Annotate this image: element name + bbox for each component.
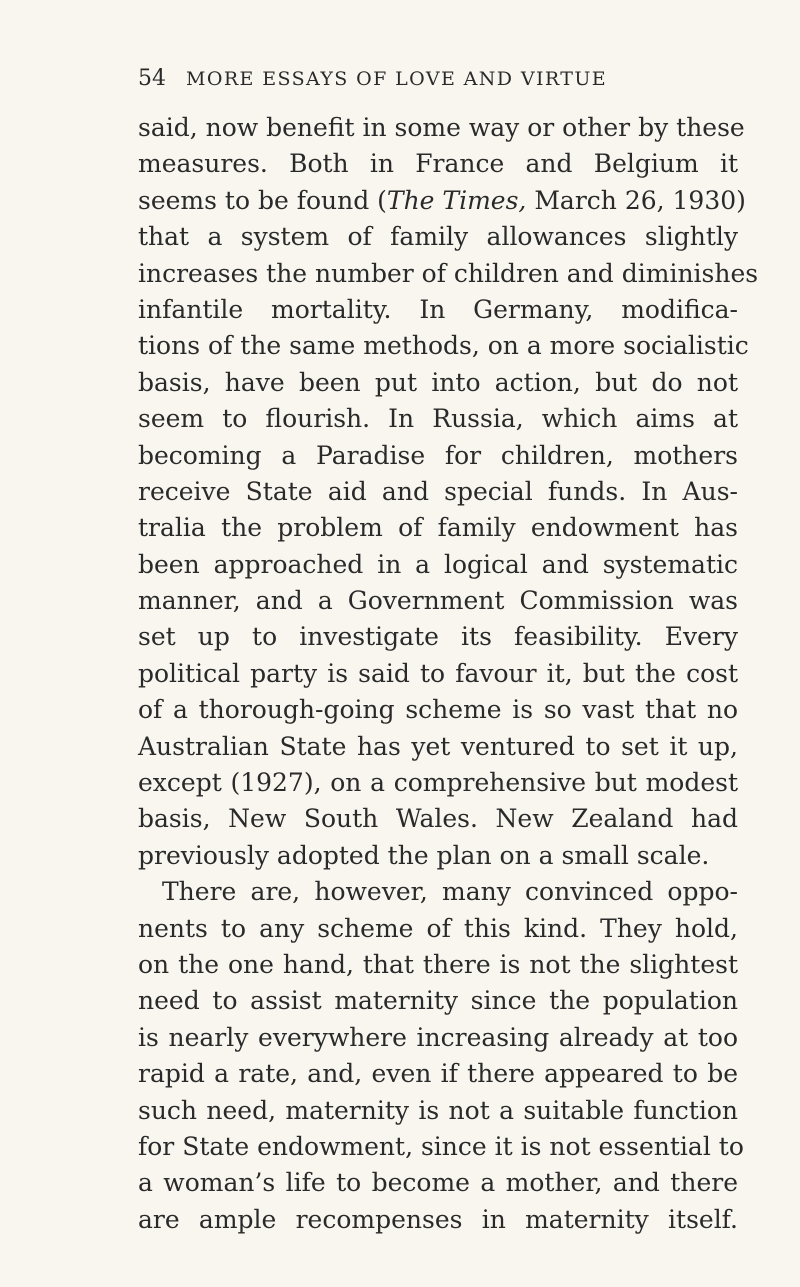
text-line-2: measures. Both in France and Belgium it — [138, 149, 738, 179]
book-title: MORE ESSAYS OF LOVE AND VIRTUE — [186, 68, 608, 90]
text-line-6: infantile mortality. In Germany, modifica- — [138, 294, 738, 324]
text-line-22: There are, however, many convinced oppo- — [162, 877, 738, 907]
text-line-13: been approached in a logical and systematic — [138, 549, 738, 579]
text-line-30: a woman’s life to become a mother, and there — [138, 1168, 738, 1198]
text-line-3-end: March 26, 1930) — [526, 185, 746, 215]
text-line-29: for State endowment, since it is not essential to — [138, 1131, 744, 1161]
page-number: 54 — [138, 66, 166, 91]
text-line-18: Australian State has yet ventured to set it up, — [138, 731, 738, 761]
text-line-3-start: seems to be found ( — [138, 185, 387, 215]
text-line-17: of a thorough-going scheme is so vast that no — [138, 695, 738, 725]
text-line-8: basis, have been put into action, but do not — [138, 367, 738, 397]
text-line-31: are ample recompenses in maternity itself. — [138, 1204, 738, 1234]
text-line-1: said, now benefit in some way or other by these — [138, 113, 745, 142]
text-line-26: is nearly everywhere increasing already at too — [138, 1022, 738, 1052]
text-line-10: becoming a Paradise for children, mothers — [138, 440, 738, 470]
text-line-9: seem to flourish. In Russia, which aims at — [138, 404, 738, 434]
text-line-12: tralia the problem of family endowment has — [138, 513, 738, 543]
text-line-23: nents to any scheme of this kind. They hold, — [138, 913, 738, 943]
text-line-11: receive State aid and special funds. In Aus- — [138, 476, 738, 506]
text-line-4: that a system of family allowances slightly — [138, 222, 738, 252]
text-line-24: on the one hand, that there is not the slightest — [138, 949, 738, 979]
text-line-3 — [138, 183, 746, 219]
text-line-7: tions of the same methods, on a more socialistic — [138, 331, 749, 361]
text-line-20: basis, New South Wales. New Zealand had — [138, 804, 738, 834]
text-line-27: rapid a rate, and, even if there appeared to be — [138, 1059, 738, 1089]
text-line-28: such need, maternity is not a suitable function — [138, 1095, 738, 1125]
text-line-19: except (1927), on a comprehensive but modest — [138, 768, 738, 798]
text-line-21: previously adopted the plan on a small scale. — [138, 840, 710, 870]
text-line-5: increases the number of children and diminishes — [138, 258, 759, 288]
body-text — [138, 110, 759, 1238]
text-line-16: political party is said to favour it, but the cost — [138, 658, 738, 688]
text-line-14: manner, and a Government Commission was — [138, 586, 738, 616]
running-head — [138, 66, 738, 96]
newspaper-title: The Times, — [386, 185, 527, 215]
text-line-25: need to assist maternity since the population — [138, 986, 738, 1016]
text-line-15: set up to investigate its feasibility. Every — [138, 622, 738, 652]
